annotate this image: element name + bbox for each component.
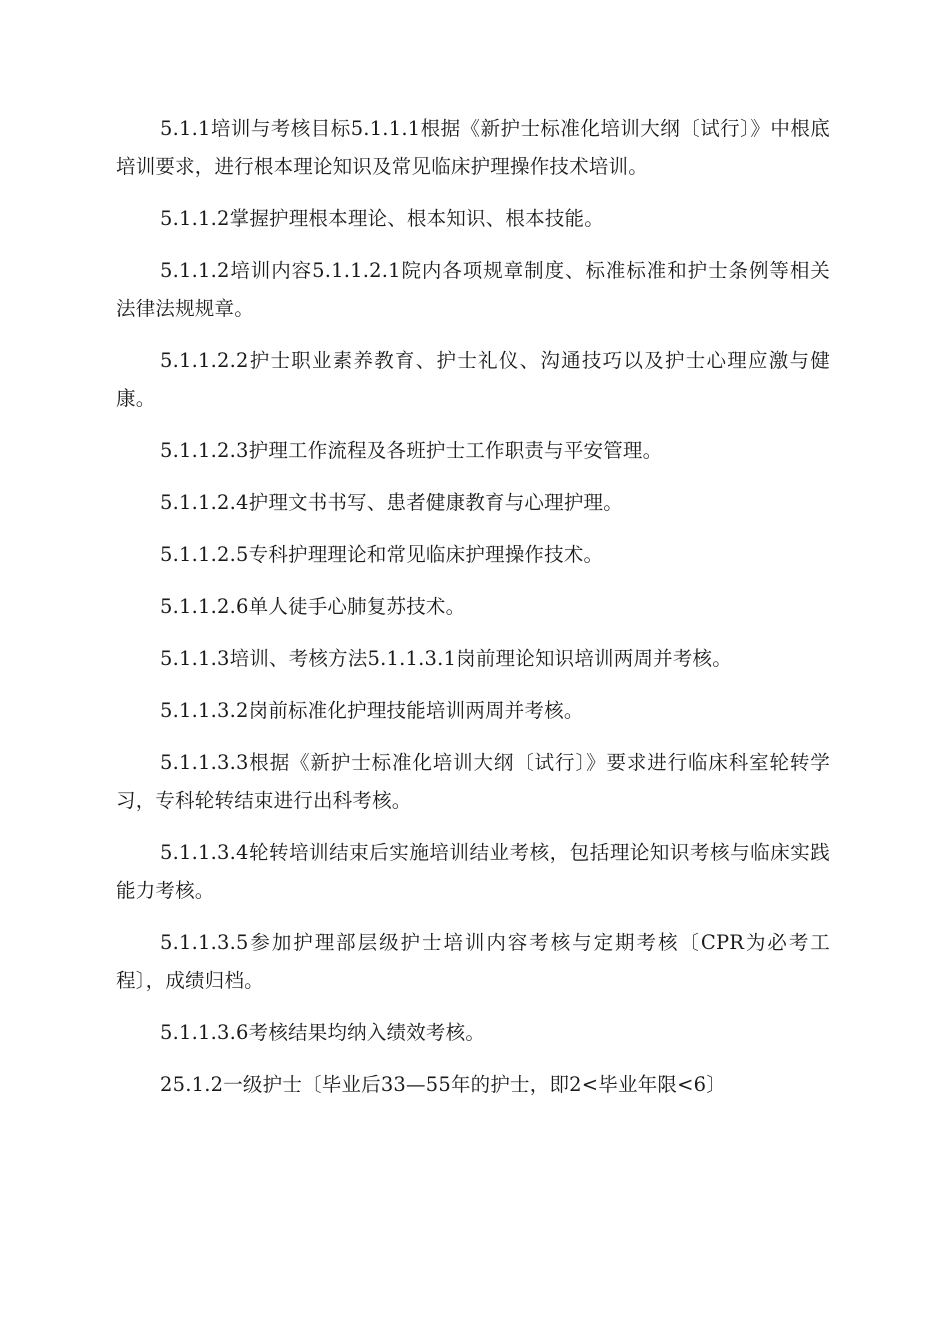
paragraph-13: 5.1.1.3.5参加护理部层级护士培训内容考核与定期考核〔CPR为必考工程〕，成绩归档。 [116,931,830,992]
document-body [116,110,830,1118]
paragraph-4: 5.1.1.2.2护士职业素养教育、护士礼仪、沟通技巧以及护士心理应激与健康。 [116,349,830,410]
paragraph-1: 5.1.1培训与考核目标5.1.1.1根据《新护士标准化培训大纲〔试行〕》中根底培训要求，进行根本理论知识及常见临床护理操作技术培训。 [116,117,830,178]
paragraph-3: 5.1.1.2培训内容5.1.1.2.1院内各项规章制度、标准标准和护士条例等相关法律法规规章。 [116,259,830,320]
paragraph-7: 5.1.1.2.5专科护理理论和常见临床护理操作技术。 [160,543,604,566]
paragraph-14: 5.1.1.3.6考核结果均纳入绩效考核。 [160,1021,486,1044]
paragraph-6: 5.1.1.2.4护理文书书写、患者健康教育与心理护理。 [160,491,623,514]
paragraph-10: 5.1.1.3.2岗前标准化护理技能培训两周并考核。 [160,699,584,722]
paragraph-8: 5.1.1.2.6单人徒手心肺复苏技术。 [160,595,466,618]
paragraph-15: 25.1.2一级护士〔毕业后33—55年的护士，即2<毕业年限<6〕 [160,1073,726,1096]
paragraph-12: 5.1.1.3.4轮转培训结束后实施培训结业考核，包括理论知识考核与临床实践能力考核。 [116,841,830,902]
paragraph-2: 5.1.1.2掌握护理根本理论、根本知识、根本技能。 [160,207,604,230]
paragraph-5: 5.1.1.2.3护理工作流程及各班护士工作职责与平安管理。 [160,439,663,462]
paragraph-11: 5.1.1.3.3根据《新护士标准化培训大纲〔试行〕》要求进行临床科室轮转学习，专科轮转结束进行出科考核。 [116,751,830,812]
paragraph-9: 5.1.1.3培训、考核方法5.1.1.3.1岗前理论知识培训两周并考核。 [160,647,732,670]
